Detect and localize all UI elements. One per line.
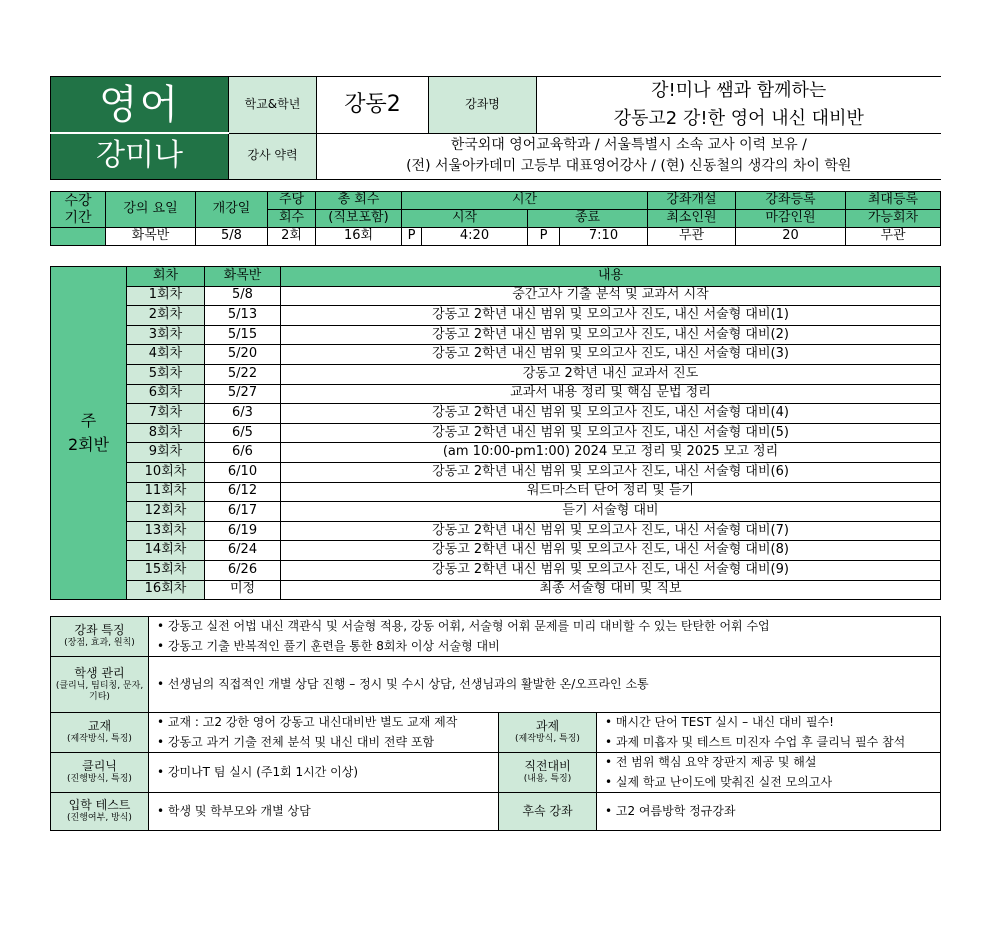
session-date: 6/17 xyxy=(205,502,281,522)
session-date: 미정 xyxy=(205,580,281,600)
time-label: 시간 xyxy=(402,192,648,210)
session-round: 6회차 xyxy=(127,384,205,404)
features-table xyxy=(50,616,941,831)
features-label: 강좌 특징 (장점, 효과, 원칙) xyxy=(51,617,149,657)
session-round: 3회차 xyxy=(127,325,205,345)
start-value: 5/8 xyxy=(196,228,268,246)
entry-label: 입학 테스트 (진행여부, 방식) xyxy=(51,793,149,831)
session-row xyxy=(51,423,941,443)
sessions-table xyxy=(50,266,941,600)
weekly-label-1: 주당 xyxy=(268,192,316,210)
day-value: 화목반 xyxy=(106,228,196,246)
session-content: 강동고 2학년 내신 범위 및 모의고사 진도, 내신 서술형 대비(8) xyxy=(281,541,941,561)
col-date: 화목반 xyxy=(205,267,281,287)
follow-text: • 고2 여름방학 정규강좌 xyxy=(597,793,941,831)
session-date: 6/10 xyxy=(205,462,281,482)
session-date: 6/5 xyxy=(205,423,281,443)
end-ampm: P xyxy=(528,228,560,246)
avail-label-1: 최대등록 xyxy=(846,192,941,210)
final-text: • 전 범위 핵심 요약 장판지 제공 및 해설 • 실제 학교 난이도에 맞춰진 실전 모의고사 xyxy=(597,753,941,793)
day-label: 강의 요일 xyxy=(106,192,196,228)
textbook-text: • 교재 : 고2 강한 영어 강동고 내신대비반 별도 교재 제작 • 강동고 과거 기출 전체 분석 및 내신 대비 전략 포함 xyxy=(149,713,499,753)
session-date: 5/8 xyxy=(205,286,281,306)
career-label: 강사 약력 xyxy=(229,133,317,179)
session-row xyxy=(51,384,941,404)
session-content: 강동고 2학년 내신 범위 및 모의고사 진도, 내신 서술형 대비(5) xyxy=(281,423,941,443)
session-round: 14회차 xyxy=(127,541,205,561)
session-date: 6/26 xyxy=(205,560,281,580)
session-row xyxy=(51,345,941,365)
session-round: 1회차 xyxy=(127,286,205,306)
session-content: 강동고 2학년 내신 범위 및 모의고사 진도, 내신 서술형 대비(1) xyxy=(281,306,941,326)
features-text: • 강동고 실전 어법 내신 객관식 및 서술형 적용, 강동 어휘, 서술형 어휘 문제를 미리 대비할 수 있는 탄탄한 어휘 수업 • 강동고 기출 반복적인 풀기 훈련을 통한 8회차 이상 서술형 대비 xyxy=(149,617,941,657)
max-value: 20 xyxy=(736,228,846,246)
session-content: 강동고 2학년 내신 범위 및 모의고사 진도, 내신 서술형 대비(7) xyxy=(281,521,941,541)
session-round: 5회차 xyxy=(127,364,205,384)
homework-text: • 매시간 단어 TEST 실시 – 내신 대비 필수! • 과제 미흡자 및 테스트 미진자 수업 후 클리닉 필수 참석 xyxy=(597,713,941,753)
session-content: 워드마스터 단어 정리 및 듣기 xyxy=(281,482,941,502)
session-row xyxy=(51,580,941,600)
mgmt-label: 학생 관리 (클리닉, 팀티칭, 문자, 기타) xyxy=(51,657,149,713)
min-label-2: 최소인원 xyxy=(648,210,736,228)
course-title-line1: 강!미나 쌤과 함께하는 xyxy=(651,80,827,101)
session-row xyxy=(51,502,941,522)
session-round: 10회차 xyxy=(127,462,205,482)
session-content: 강동고 2학년 내신 범위 및 모의고사 진도, 내신 서술형 대비(6) xyxy=(281,462,941,482)
weekly-value: 2회 xyxy=(268,228,316,246)
avail-label-2: 가능회차 xyxy=(846,210,941,228)
course-title-line2: 강동고2 강!한 영어 내신 대비반 xyxy=(613,107,864,129)
career-line2: (전) 서울아카데미 고등부 대표영어강사 / (현) 신동철의 생각의 차이 학원 xyxy=(406,158,852,175)
session-content: 강동고 2학년 내신 범위 및 모의고사 진도, 내신 서술형 대비(2) xyxy=(281,325,941,345)
session-row xyxy=(51,443,941,463)
end-time: 7:10 xyxy=(560,228,648,246)
session-row xyxy=(51,482,941,502)
session-date: 6/12 xyxy=(205,482,281,502)
start-time: 4:20 xyxy=(422,228,528,246)
session-round: 11회차 xyxy=(127,482,205,502)
start-label: 개강일 xyxy=(196,192,268,228)
session-round: 13회차 xyxy=(127,521,205,541)
session-row xyxy=(51,404,941,424)
session-date: 6/3 xyxy=(205,404,281,424)
session-row xyxy=(51,560,941,580)
session-row xyxy=(51,286,941,306)
start-ampm: P xyxy=(402,228,422,246)
col-content: 내용 xyxy=(281,267,941,287)
clinic-text: • 강미나T 팀 실시 (주1회 1시간 이상) xyxy=(149,753,499,793)
session-row xyxy=(51,521,941,541)
avail-value: 무관 xyxy=(846,228,941,246)
max-label-2: 마감인원 xyxy=(736,210,846,228)
session-round: 12회차 xyxy=(127,502,205,522)
final-label: 직전대비 (내용, 특징) xyxy=(499,753,597,793)
total-label-2: (직보포함) xyxy=(316,210,402,228)
max-label-1: 강좌등록 xyxy=(736,192,846,210)
session-row xyxy=(51,364,941,384)
subject-title: 영어 xyxy=(51,77,229,134)
session-content: 강동고 2학년 내신 범위 및 모의고사 진도, 내신 서술형 대비(9) xyxy=(281,560,941,580)
period-label: 수강 기간 xyxy=(51,192,106,228)
career-text xyxy=(317,133,941,179)
mgmt-text: • 선생님의 직접적인 개별 상담 진행 – 정시 및 수시 상담, 선생님과의 활발한 온/오프라인 소통 xyxy=(149,657,941,713)
session-date: 6/19 xyxy=(205,521,281,541)
session-row xyxy=(51,325,941,345)
clinic-label: 클리닉 (진행방식, 특징) xyxy=(51,753,149,793)
weekly-label-2: 회수 xyxy=(268,210,316,228)
teacher-name: 강미나 xyxy=(51,133,229,179)
session-content: 강동고 2학년 내신 범위 및 모의고사 진도, 내신 서술형 대비(3) xyxy=(281,345,941,365)
min-label-1: 강좌개설 xyxy=(648,192,736,210)
total-value: 16회 xyxy=(316,228,402,246)
session-row xyxy=(51,462,941,482)
textbook-label: 교재 (제작방식, 특징) xyxy=(51,713,149,753)
schedule-table xyxy=(50,191,941,246)
session-row xyxy=(51,541,941,561)
session-content: 중간고사 기출 분석 및 교과서 시작 xyxy=(281,286,941,306)
session-round: 16회차 xyxy=(127,580,205,600)
session-round: 7회차 xyxy=(127,404,205,424)
session-content: 최종 서술형 대비 및 직보 xyxy=(281,580,941,600)
header-table xyxy=(50,76,941,180)
session-content: 교과서 내용 정리 및 핵심 문법 정리 xyxy=(281,384,941,404)
entry-text: • 학생 및 학부모와 개별 상담 xyxy=(149,793,499,831)
session-date: 5/13 xyxy=(205,306,281,326)
career-line1: 한국외대 영어교육학과 / 서울특별시 소속 교사 이력 보유 / xyxy=(450,136,807,153)
session-content: 듣기 서술형 대비 xyxy=(281,502,941,522)
session-date: 5/20 xyxy=(205,345,281,365)
session-round: 4회차 xyxy=(127,345,205,365)
session-content: 강동고 2학년 내신 범위 및 모의고사 진도, 내신 서술형 대비(4) xyxy=(281,404,941,424)
session-round: 15회차 xyxy=(127,560,205,580)
min-value: 무관 xyxy=(648,228,736,246)
session-date: 5/27 xyxy=(205,384,281,404)
end-time-label: 종료 xyxy=(528,210,648,228)
session-date: 5/22 xyxy=(205,364,281,384)
sessions-side-label: 주 2회반 xyxy=(51,267,127,600)
school-label: 학교&학년 xyxy=(229,77,317,134)
session-date: 6/6 xyxy=(205,443,281,463)
follow-label: 후속 강좌 xyxy=(499,793,597,831)
school-value: 강동2 xyxy=(317,77,429,134)
col-round: 회차 xyxy=(127,267,205,287)
start-time-label: 시작 xyxy=(402,210,528,228)
session-date: 5/15 xyxy=(205,325,281,345)
course-title xyxy=(537,77,941,134)
period-value xyxy=(51,228,106,246)
total-label-1: 총 회수 xyxy=(316,192,402,210)
session-round: 9회차 xyxy=(127,443,205,463)
session-content: 강동고 2학년 내신 교과서 진도 xyxy=(281,364,941,384)
session-round: 8회차 xyxy=(127,423,205,443)
session-content: (am 10:00-pm1:00) 2024 모고 정리 및 2025 모고 정리 xyxy=(281,443,941,463)
session-row xyxy=(51,306,941,326)
session-round: 2회차 xyxy=(127,306,205,326)
session-date: 6/24 xyxy=(205,541,281,561)
homework-label: 과제 (제작방식, 특징) xyxy=(499,713,597,753)
course-label: 강좌명 xyxy=(429,77,537,134)
